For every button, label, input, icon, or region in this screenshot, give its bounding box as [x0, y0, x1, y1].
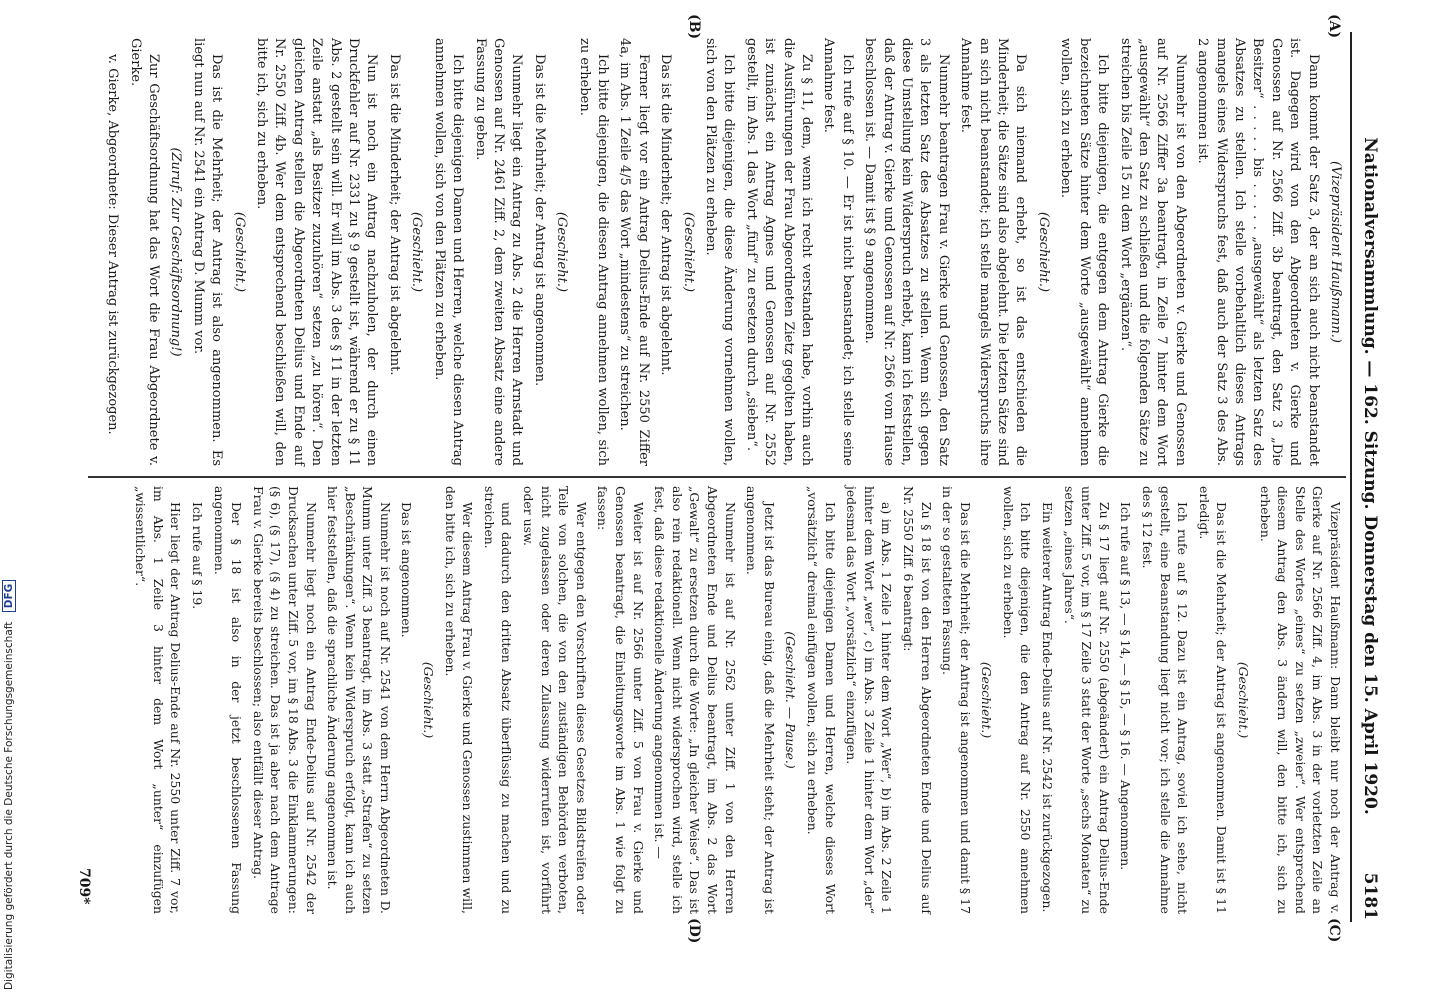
digitization-credit [0, 0, 22, 1000]
header-rule [1350, 32, 1352, 922]
paragraph: Das ist die Mehrheit; der Antrag ist angenommen. Damit ist § 11 erledigt. [1196, 486, 1230, 914]
paragraph: Der § 18 ist also in der jetzt beschlossenen Fassung angenommen. [211, 486, 245, 914]
paragraph: Weiter ist auf Nr. 2566 unter Ziff. 5 von Frau v. Gierke und Genossen beantragt, die Einleitungsworte im Abs. 1 wie folgt zu fassen: [595, 486, 646, 914]
paragraph: Ich rufe auf § 12. Dazu ist ein Antrag, soviel ich sehe, nicht gestellt, eine Beanstandung liegt nicht vor; ich stelle die Annahme des § 12 fest. [1140, 486, 1191, 914]
stage-direction: (Zuruf: Zur Geschäftsordnung!) [168, 147, 184, 357]
paragraph: Ferner liegt vor ein Antrag Delius-Ende auf Nr. 2550 Ziffer 4a, im Abs. 1 Zeile 4/5 das Wort „mindestens“ zu streichen. [617, 38, 651, 466]
column-divider [88, 476, 1346, 478]
paragraph: Vizepräsident Haußmann: Dann bleibt nur noch der Antrag v. Gierke auf Nr. 2566 Ziff. 4, im Abs. 3 in der vorletzten Zeile an Stelle des Wortes „eines“ zu setzen „zweier“. Wer entsprechend diesem Antrag den Abs. 3 ändern will, den bitte ich, sich zu erheben. [1257, 486, 1343, 914]
stage-direction: (Vizepräsident Haußmann.) [1328, 161, 1343, 343]
signature-mark: 709* [76, 868, 92, 905]
paragraph: Das ist die Minderheit; der Antrag ist abgelehnt. [386, 54, 402, 376]
paragraph: und dadurch den dritten Absatz überflüssig zu machen und zu streichen. [481, 486, 515, 914]
dfg-logo: DFG [2, 580, 16, 613]
paragraph: Ich rufe auf § 19. [189, 502, 205, 610]
paragraph: Dann kommt der Satz 3, der an sich auch nicht beanstandet ist. Dagegen wird von den Abgeordneten v. Gierke und Genossen auf Nr. 2566 Ziff. 3b beantragt, den Satz 3 „Die Besitzer“ . . . . . bis . . . . . „ausgewählt“ als letzten Satz des Absatzes zu stellen. Ich stelle vorbehaltlich dieses Antrags mangels eines Widerspruchs fest, daß auch der Satz 3 des Abs. 2 angenommen ist. [1195, 38, 1321, 466]
paragraph: Das ist angenommen. [399, 502, 415, 638]
paragraph: Nunmehr ist von den Abgeordneten v. Gierke und Genossen auf Nr. 2566 Ziffer 3a beantragt, in Zeile 7 hinter dem Wort „ausgewählt“ den Satz zu schließen und die folgenden Sätze zu streichen bis Zeile 15 zu dem Wort „ergänzen“. [1117, 38, 1188, 466]
paragraph: Nunmehr ist noch auf Nr. 2541 von dem Herrn Abgeordneten D. Mumm unter Ziff. 3 beantragt, im Abs. 3 statt „Strafen“ zu setzen „Beschränkungen“. Wenn kein Widerspruch erfolgt, kann ich auch hier feststellen, daß die sprachliche Änderung angenommen ist. [325, 486, 393, 914]
paragraph: Das ist die Mehrheit; der Antrag ist also angenommen. Es liegt nun auf Nr. 2541 ein Antrag D. Mumm vor. [190, 38, 225, 466]
paragraph: Da sich niemand erhebt, so ist das entschieden die Minderheit; die Sätze sind also abgelehnt. Die letzten Sätze sind an sich nicht beanstandet; ich stelle mangels Widerspruchs ihre Annahme fest. [958, 38, 1029, 466]
paragraph: Ich bitte diejenigen, die diese Änderung vornehmen wollen, sich von den Plätzen zu erheben. [703, 38, 737, 466]
running-header [1356, 32, 1384, 920]
paragraph: Nunmehr liegt ein Antrag zu Abs. 2 die Herren Arnstadt und Genossen auf Nr. 2461 Ziff. 2, dem zweiten Absatz eine andere Fassung zu geben. [472, 38, 525, 466]
paragraph: Zu § 18 ist von den Herren Abgeordneten Ende und Delius auf Nr. 2550 Ziff. 6 beantragt: [900, 486, 934, 914]
margin-marker-b: (B) [686, 14, 702, 40]
paragraph: Zur Geschäftsordnung hat das Wort die Frau Abgeordnete v. Gierke. [127, 38, 162, 466]
paragraph: Ich bitte diejenigen, die entgegen dem Antrag Gierke die bezeichneten Sätze hinter dem Worte „ausgewählt“ annehmen wollen, sich zu erheben. [1058, 38, 1111, 466]
paragraph: Ich rufe auf § 10. — Er ist nicht beanstandet; ich stelle seine Annahme fest. [821, 38, 855, 466]
margin-marker-c: (C) [1326, 918, 1342, 943]
stage-direction: (Geschieht.) [1236, 661, 1252, 739]
paragraph: Jetzt ist das Bureau einig, daß die Mehrheit steht; der Antrag ist angenommen. [744, 486, 777, 914]
paragraph: Das ist die Minderheit; der Antrag ist abgelehnt. [658, 54, 674, 376]
stage-direction: (Geschieht.) [554, 211, 570, 293]
paragraph: Das ist die Mehrheit; der Antrag ist angenommen und damit § 17 in der so gestalteten Fassung. [940, 486, 973, 914]
header-title: Nationalversammlung. — 162. Sitzung. Donnerstag den 15. April 1920. [1360, 137, 1380, 815]
margin-marker-a: (A) [1326, 14, 1342, 39]
stage-direction: (Geschieht.) [979, 661, 995, 739]
margin-marker-d: (D) [686, 918, 702, 944]
stage-direction: (Geschieht. — Pause.) [783, 631, 799, 769]
paragraph: Nun ist noch ein Antrag nachzuholen, der durch einen Druckfehler auf Nr. 2331 zu § 9 gestellt ist, während er zu § 11 Abs. 2 gestellt sein will. Er will im Abs. 3 des § 11 in der letzten Zeile anstatt „als Besitzer zuzuhören“ setzen „zu hören“. Den gleichen Antrag stellen die Abgeordneten Delius und Ende auf Nr. 2550 Ziff. 4b. Wer dem entsprechend beschließen will, den bitte ich, sich zu erheben. [254, 38, 380, 466]
paragraph: Nunmehr liegt noch ein Antrag Ende-Delius auf Nr. 2542 der Drucksachen unter Ziff. 5 vor, im § 18 Abs. 3 die Einklammerungen: (§ 6), (§ 17), (§ 4) zu streichen. Das ist ja aber nach dem Antrage Frau v. Gierke bereits beschlossen; also entfällt dieser Antrag. [250, 486, 319, 914]
paragraph: Das ist die Mehrheit; der Antrag ist angenommen. [531, 54, 547, 387]
paragraph: a) im Abs. 1 Zeile 1 hinter dem Wort „Wer“, b) im Abs. 2 Zeile 1 hinter dem Wort „wer“, c) im Abs. 3 Zeile 1 hinter dem Wort „der“ jedesmal das Wort „vorsätzlich“ einzufügen. [844, 486, 895, 914]
paragraph: Ich bitte diejenigen, die den Antrag auf Nr. 2550 annehmen wollen, sich zu erheben. [1000, 486, 1034, 914]
paragraph: Ich bitte diejenigen Damen und Herren, welche diesen Antrag annehmen wollen, sich von den Plätzen zu erheben. [431, 38, 466, 466]
credit-text: Digitalisierung gefördert durch die Deutsche Forschungsgemeinschaft [3, 621, 15, 990]
header-page-number: 5181 [1360, 872, 1380, 920]
left-text-column [99, 38, 1344, 466]
paragraph: Ich rufe auf § 13, — § 14, — § 15, — § 16. — Angenommen. [1118, 502, 1134, 871]
paragraph: Ich bitte diejenigen, die diesen Antrag annehmen wollen, sich zu erheben. [576, 38, 610, 466]
stage-direction: (Geschieht.) [409, 211, 425, 293]
rotated-page-wrapper [47, 8, 1392, 944]
stage-direction: (Geschieht.) [1035, 211, 1051, 293]
right-text-column [128, 486, 1344, 914]
paragraph: Wer entgegen den Vorschriften dieses Gesetzes Bildstreifen oder Teile von solchen, die von den zuständigen Behörden verboten, nicht zugelassen oder deren Zulassung widerrufen ist, vorführt oder usw. [521, 486, 589, 914]
paragraph: Nunmehr beantragen Frau v. Gierke und Genossen, den Satz 3 als letzten Satz des Absatzes zu stellen. Wenn sich gegen diese Umstellung kein Widerspruch erhebt, kann ich feststellen, daß der Antrag v. Gierke und Genossen auf Nr. 2566 vom Hause beschlossen ist. — Damit ist § 9 angenommen. [862, 38, 951, 466]
stage-direction: (Geschieht.) [680, 211, 696, 293]
scanned-page [47, 8, 1392, 944]
stage-direction: (Geschieht.) [231, 211, 247, 293]
paragraph: Nunmehr ist auf Nr. 2562 unter Ziff. 1 von den Herren Abgeordneten Ende und Delius beantragt, im Abs. 2 das Wort „Gewalt“ zu ersetzen durch die Worte: „In gleicher Weise“. Das ist also rein redaktionell. Wenn nicht widersprochen wird, stelle ich fest, daß diese redaktionelle Änderung angenommen ist. — [652, 486, 738, 914]
paragraph: Zu § 11, dem, wenn ich recht verstanden habe, vorhin auch die Ausführungen der Frau Abgeordneten Zietz gegolten haben, ist zunächst ein Antrag Agnes und Genossen auf Nr. 2552 gestellt, im Abs. 1 das Wort „fünf“ zu ersetzen durch „sieben“. [743, 38, 815, 466]
stage-direction: (Geschieht.) [421, 661, 437, 739]
paragraph: Wer diesem Antrag Frau v. Gierke und Genossen zustimmen will, den bitte ich, sich zu erheben. [442, 486, 476, 914]
paragraph: Zu § 17 liegt auf Nr. 2550 (abgeändert) ein Antrag Delius-Ende unter Ziff. 5 vor, im § 17 Zeile 3 statt der Worte „sechs Monaten“ zu setzen „eines Jahres“. [1061, 486, 1112, 914]
paragraph: Ich bitte diejenigen Damen und Herren, welche dieses Wort „vorsätzlich“ dreimal einfügen wollen, sich zu erheben. [804, 486, 838, 914]
paragraph: Ein weiterer Antrag Ende-Delius auf Nr. 2542 ist zurückgezogen. [1040, 502, 1056, 913]
paragraph: v. Gierke, Abgeordnete: Dieser Antrag ist zurückgezogen. [105, 54, 121, 435]
paragraph: Hier liegt der Antrag Delius-Ende auf Nr. 2550 unter Ziff. 7 vor, im Abs. 1 Zeile 3 hinter dem Wort „unter“ einzufügen „wissentlicher“. [133, 486, 184, 914]
